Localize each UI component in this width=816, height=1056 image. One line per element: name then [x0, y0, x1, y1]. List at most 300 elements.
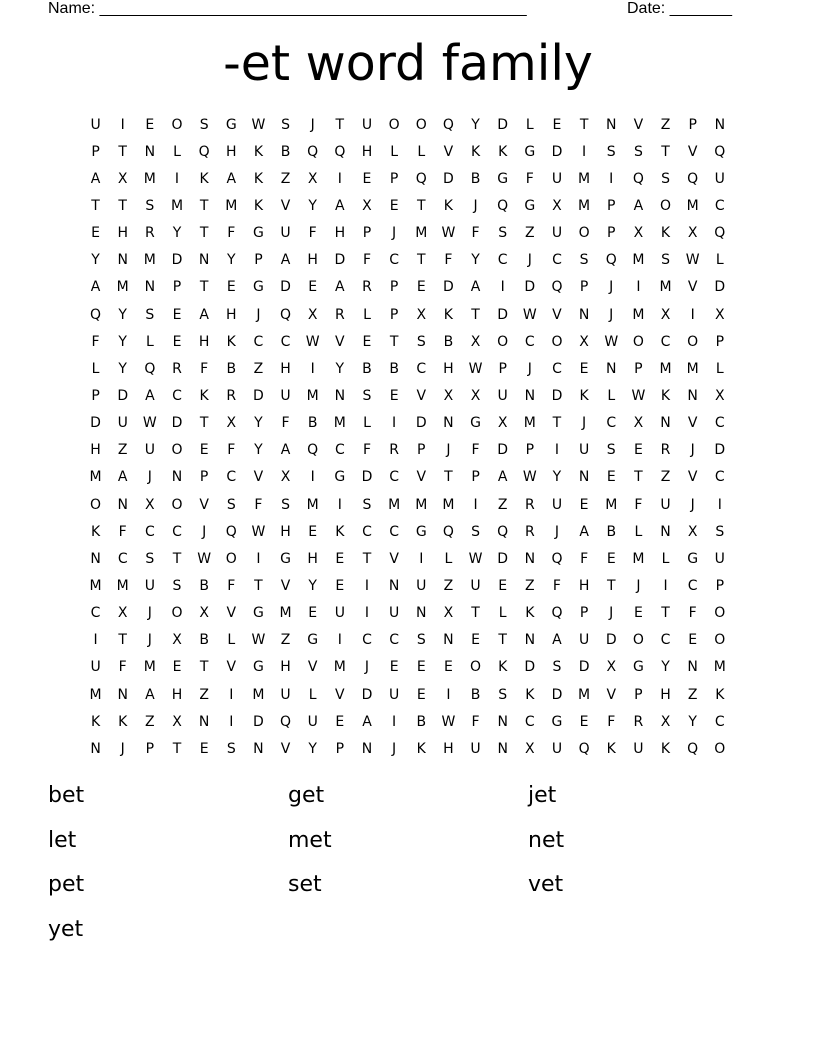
- grid-letter[interactable]: F: [254, 496, 263, 513]
- grid-letter[interactable]: C: [714, 197, 725, 214]
- grid-letter[interactable]: D: [497, 116, 509, 133]
- grid-letter[interactable]: A: [90, 170, 101, 187]
- grid-letter[interactable]: Q: [280, 306, 292, 323]
- grid-letter[interactable]: Z: [199, 686, 209, 703]
- grid-letter[interactable]: E: [443, 659, 453, 676]
- grid-letter[interactable]: M: [143, 659, 156, 676]
- grid-letter[interactable]: J: [392, 225, 397, 242]
- grid-letter[interactable]: S: [579, 252, 589, 269]
- grid-letter[interactable]: I: [500, 279, 505, 296]
- grid-letter[interactable]: S: [606, 143, 616, 160]
- grid-letter[interactable]: Z: [280, 632, 291, 649]
- grid-letter[interactable]: Q: [497, 523, 509, 540]
- grid-letter[interactable]: R: [524, 496, 535, 513]
- grid-letter[interactable]: M: [713, 659, 726, 676]
- grid-letter[interactable]: X: [687, 225, 698, 242]
- grid-letter[interactable]: J: [582, 415, 587, 432]
- grid-letter[interactable]: D: [714, 279, 726, 296]
- grid-letter[interactable]: I: [419, 550, 424, 567]
- grid-letter[interactable]: U: [90, 116, 101, 133]
- grid-letter[interactable]: C: [714, 469, 725, 486]
- grid-letter[interactable]: Z: [687, 686, 698, 703]
- grid-letter[interactable]: Y: [688, 713, 697, 730]
- grid-letter[interactable]: M: [89, 686, 102, 703]
- grid-letter[interactable]: Q: [225, 523, 237, 540]
- grid-letter[interactable]: T: [661, 605, 670, 622]
- grid-letter[interactable]: J: [446, 442, 451, 459]
- grid-letter[interactable]: D: [524, 659, 536, 676]
- grid-letter[interactable]: E: [172, 306, 182, 323]
- grid-letter[interactable]: Q: [144, 360, 156, 377]
- grid-letter[interactable]: O: [497, 333, 509, 350]
- grid-letter[interactable]: J: [690, 442, 695, 459]
- grid-letter[interactable]: U: [633, 740, 644, 757]
- grid-letter[interactable]: T: [471, 605, 480, 622]
- grid-letter[interactable]: D: [90, 415, 101, 432]
- grid-letter[interactable]: M: [632, 306, 645, 323]
- grid-letter[interactable]: Q: [442, 116, 454, 133]
- grid-letter[interactable]: A: [335, 279, 345, 296]
- grid-letter[interactable]: M: [333, 415, 346, 432]
- grid-letter[interactable]: Z: [660, 116, 671, 133]
- grid-letter[interactable]: T: [172, 740, 182, 757]
- grid-letter[interactable]: H: [171, 686, 183, 703]
- grid-letter[interactable]: Q: [687, 170, 699, 187]
- grid-letter[interactable]: F: [607, 713, 616, 730]
- grid-letter[interactable]: B: [362, 360, 372, 377]
- grid-letter[interactable]: S: [471, 523, 480, 540]
- grid-letter[interactable]: S: [416, 632, 426, 649]
- grid-letter[interactable]: A: [497, 469, 508, 486]
- grid-letter[interactable]: T: [254, 577, 263, 594]
- grid-letter[interactable]: I: [717, 496, 722, 513]
- grid-letter[interactable]: E: [335, 550, 345, 567]
- grid-letter[interactable]: N: [687, 659, 698, 676]
- grid-letter[interactable]: V: [443, 143, 454, 160]
- grid-letter[interactable]: O: [660, 197, 672, 214]
- grid-letter[interactable]: F: [471, 713, 480, 730]
- grid-letter[interactable]: Y: [226, 252, 236, 269]
- grid-letter[interactable]: I: [337, 632, 342, 649]
- grid-letter[interactable]: X: [362, 197, 372, 214]
- grid-letter[interactable]: D: [334, 252, 346, 269]
- grid-letter[interactable]: H: [198, 333, 210, 350]
- grid-letter[interactable]: Y: [471, 116, 480, 133]
- grid-letter[interactable]: K: [443, 197, 453, 214]
- grid-letter[interactable]: N: [660, 523, 671, 540]
- grid-letter[interactable]: E: [498, 577, 508, 594]
- grid-letter[interactable]: S: [145, 306, 155, 323]
- grid-letter[interactable]: B: [443, 333, 454, 350]
- grid-letter[interactable]: D: [551, 143, 563, 160]
- grid-letter[interactable]: D: [443, 170, 454, 187]
- grid-letter[interactable]: F: [580, 550, 589, 567]
- grid-letter[interactable]: D: [497, 550, 509, 567]
- grid-letter[interactable]: Q: [632, 170, 644, 187]
- grid-letter[interactable]: R: [389, 442, 399, 459]
- grid-letter[interactable]: T: [552, 415, 562, 432]
- grid-letter[interactable]: P: [91, 387, 100, 404]
- grid-letter[interactable]: M: [225, 197, 238, 214]
- grid-letter[interactable]: V: [280, 197, 291, 214]
- grid-letter[interactable]: R: [226, 387, 237, 404]
- grid-letter[interactable]: T: [444, 469, 453, 486]
- grid-letter[interactable]: K: [90, 523, 101, 540]
- grid-letter[interactable]: N: [524, 550, 536, 567]
- grid-letter[interactable]: E: [362, 333, 372, 350]
- grid-letter[interactable]: B: [606, 523, 617, 540]
- grid-letter[interactable]: A: [90, 279, 101, 296]
- grid-letter[interactable]: L: [145, 333, 154, 350]
- grid-letter[interactable]: Q: [280, 713, 292, 730]
- grid-letter[interactable]: T: [634, 469, 643, 486]
- grid-letter[interactable]: E: [172, 333, 182, 350]
- grid-letter[interactable]: W: [251, 632, 266, 649]
- grid-letter[interactable]: S: [362, 496, 372, 513]
- grid-letter[interactable]: Y: [118, 333, 127, 350]
- grid-letter[interactable]: Y: [118, 360, 127, 377]
- grid-letter[interactable]: V: [687, 143, 698, 160]
- grid-letter[interactable]: D: [497, 306, 509, 323]
- grid-letter[interactable]: K: [525, 605, 535, 622]
- grid-letter[interactable]: W: [604, 333, 619, 350]
- grid-letter[interactable]: L: [363, 306, 371, 323]
- grid-letter[interactable]: A: [470, 279, 481, 296]
- grid-letter[interactable]: Y: [552, 469, 562, 486]
- grid-letter[interactable]: K: [253, 197, 263, 214]
- grid-letter[interactable]: N: [497, 740, 508, 757]
- grid-letter[interactable]: M: [632, 550, 645, 567]
- grid-letter[interactable]: T: [606, 577, 616, 594]
- grid-letter[interactable]: D: [171, 252, 183, 269]
- grid-letter[interactable]: U: [334, 605, 345, 622]
- grid-letter[interactable]: R: [362, 279, 372, 296]
- grid-letter[interactable]: U: [551, 496, 563, 513]
- grid-letter[interactable]: S: [145, 197, 155, 214]
- grid-letter[interactable]: P: [335, 740, 345, 757]
- grid-letter[interactable]: J: [527, 252, 532, 269]
- grid-letter[interactable]: S: [715, 523, 725, 540]
- grid-letter[interactable]: L: [227, 632, 236, 649]
- grid-letter[interactable]: T: [199, 225, 209, 242]
- grid-letter[interactable]: F: [471, 442, 480, 459]
- grid-letter[interactable]: O: [714, 605, 726, 622]
- grid-letter[interactable]: A: [199, 306, 209, 323]
- grid-letter[interactable]: I: [473, 496, 478, 513]
- grid-letter[interactable]: Y: [172, 225, 182, 242]
- grid-letter[interactable]: V: [416, 387, 427, 404]
- grid-letter[interactable]: U: [307, 713, 318, 730]
- grid-letter[interactable]: H: [334, 225, 346, 242]
- grid-letter[interactable]: K: [606, 740, 616, 757]
- grid-letter[interactable]: O: [171, 605, 183, 622]
- grid-letter[interactable]: J: [609, 605, 614, 622]
- grid-letter[interactable]: N: [714, 116, 726, 133]
- grid-letter[interactable]: P: [389, 306, 399, 323]
- grid-letter[interactable]: D: [171, 415, 183, 432]
- grid-letter[interactable]: P: [634, 360, 643, 377]
- grid-letter[interactable]: I: [256, 550, 261, 567]
- grid-letter[interactable]: K: [199, 387, 209, 404]
- grid-letter[interactable]: N: [443, 632, 454, 649]
- grid-letter[interactable]: M: [605, 496, 618, 513]
- grid-letter[interactable]: J: [554, 523, 560, 540]
- grid-letter[interactable]: M: [116, 577, 129, 594]
- grid-letter[interactable]: N: [524, 632, 536, 649]
- grid-letter[interactable]: Y: [254, 442, 263, 459]
- grid-letter[interactable]: J: [473, 197, 478, 214]
- grid-letter[interactable]: X: [172, 713, 182, 730]
- grid-letter[interactable]: K: [498, 143, 508, 160]
- grid-letter[interactable]: E: [389, 197, 399, 214]
- grid-letter[interactable]: N: [90, 740, 101, 757]
- grid-letter[interactable]: E: [226, 279, 236, 296]
- grid-letter[interactable]: P: [172, 279, 182, 296]
- grid-letter[interactable]: N: [361, 740, 373, 757]
- grid-letter[interactable]: E: [579, 360, 589, 377]
- grid-letter[interactable]: G: [334, 469, 346, 486]
- grid-letter[interactable]: G: [551, 713, 563, 730]
- grid-letter[interactable]: X: [715, 306, 725, 323]
- grid-letter[interactable]: Z: [117, 442, 128, 459]
- grid-letter[interactable]: N: [198, 713, 210, 730]
- grid-letter[interactable]: E: [416, 686, 426, 703]
- grid-letter[interactable]: B: [199, 632, 209, 649]
- grid-letter[interactable]: O: [171, 442, 183, 459]
- grid-letter[interactable]: T: [118, 197, 127, 214]
- grid-letter[interactable]: U: [361, 116, 373, 133]
- grid-letter[interactable]: Y: [335, 360, 345, 377]
- grid-letter[interactable]: Y: [308, 577, 317, 594]
- grid-letter[interactable]: G: [470, 415, 481, 432]
- grid-letter[interactable]: L: [661, 550, 670, 567]
- grid-letter[interactable]: O: [470, 659, 482, 676]
- grid-letter[interactable]: K: [470, 143, 481, 160]
- grid-letter[interactable]: F: [118, 523, 127, 540]
- grid-letter[interactable]: U: [388, 605, 400, 622]
- grid-letter[interactable]: Q: [578, 740, 590, 757]
- grid-letter[interactable]: L: [715, 252, 724, 269]
- grid-letter[interactable]: L: [91, 360, 100, 377]
- grid-letter[interactable]: C: [280, 333, 291, 350]
- grid-letter[interactable]: C: [606, 415, 617, 432]
- grid-letter[interactable]: M: [170, 197, 184, 214]
- grid-letter[interactable]: P: [607, 225, 616, 242]
- grid-letter[interactable]: X: [633, 225, 644, 242]
- grid-letter[interactable]: O: [225, 550, 237, 567]
- grid-letter[interactable]: X: [470, 333, 481, 350]
- grid-letter[interactable]: G: [687, 550, 699, 567]
- grid-letter[interactable]: X: [660, 306, 671, 323]
- grid-letter[interactable]: B: [226, 360, 237, 377]
- grid-letter[interactable]: I: [364, 605, 370, 622]
- grid-letter[interactable]: X: [606, 659, 617, 676]
- grid-letter[interactable]: H: [361, 143, 373, 160]
- grid-letter[interactable]: F: [227, 225, 236, 242]
- grid-letter[interactable]: X: [687, 523, 698, 540]
- grid-letter[interactable]: E: [416, 659, 426, 676]
- grid-letter[interactable]: U: [470, 577, 481, 594]
- grid-letter[interactable]: H: [117, 225, 128, 242]
- grid-letter[interactable]: O: [632, 632, 644, 649]
- grid-letter[interactable]: N: [144, 143, 156, 160]
- grid-letter[interactable]: E: [145, 116, 155, 133]
- grid-letter[interactable]: N: [606, 116, 617, 133]
- grid-letter[interactable]: M: [578, 170, 591, 187]
- grid-letter[interactable]: S: [145, 550, 155, 567]
- grid-letter[interactable]: F: [118, 659, 127, 676]
- grid-letter[interactable]: A: [280, 252, 291, 269]
- grid-letter[interactable]: M: [578, 197, 591, 214]
- grid-letter[interactable]: T: [579, 116, 589, 133]
- grid-letter[interactable]: S: [226, 740, 236, 757]
- grid-letter[interactable]: J: [392, 740, 397, 757]
- grid-letter[interactable]: E: [335, 577, 345, 594]
- grid-letter[interactable]: Q: [687, 740, 699, 757]
- grid-letter[interactable]: W: [468, 550, 483, 567]
- grid-letter[interactable]: J: [310, 116, 315, 133]
- grid-letter[interactable]: W: [685, 252, 700, 269]
- grid-letter[interactable]: V: [552, 306, 562, 323]
- grid-letter[interactable]: S: [661, 252, 670, 269]
- grid-letter[interactable]: L: [390, 143, 399, 160]
- grid-letter[interactable]: I: [174, 170, 180, 187]
- grid-letter[interactable]: W: [468, 360, 483, 377]
- grid-letter[interactable]: I: [636, 279, 641, 296]
- grid-letter[interactable]: W: [441, 713, 456, 730]
- grid-letter[interactable]: V: [606, 686, 617, 703]
- grid-letter[interactable]: I: [392, 713, 397, 730]
- grid-letter[interactable]: P: [579, 605, 589, 622]
- grid-letter[interactable]: T: [199, 415, 209, 432]
- grid-letter[interactable]: C: [389, 632, 399, 649]
- grid-letter[interactable]: H: [90, 442, 101, 459]
- grid-letter[interactable]: Q: [90, 306, 102, 323]
- grid-letter[interactable]: O: [171, 116, 183, 133]
- grid-letter[interactable]: K: [660, 740, 671, 757]
- grid-letter[interactable]: X: [525, 740, 535, 757]
- grid-letter[interactable]: C: [362, 632, 372, 649]
- grid-letter[interactable]: M: [659, 279, 672, 296]
- grid-letter[interactable]: P: [715, 333, 725, 350]
- grid-letter[interactable]: N: [144, 279, 156, 296]
- grid-letter[interactable]: N: [388, 577, 400, 594]
- grid-letter[interactable]: F: [91, 333, 100, 350]
- grid-letter[interactable]: P: [145, 740, 155, 757]
- grid-letter[interactable]: V: [280, 577, 291, 594]
- grid-letter[interactable]: Y: [91, 252, 100, 269]
- grid-letter[interactable]: C: [497, 252, 508, 269]
- grid-letter[interactable]: F: [688, 605, 697, 622]
- grid-letter[interactable]: E: [362, 170, 372, 187]
- grid-letter[interactable]: I: [310, 360, 315, 377]
- grid-letter[interactable]: L: [308, 686, 317, 703]
- grid-letter[interactable]: D: [253, 387, 264, 404]
- grid-letter[interactable]: C: [552, 252, 562, 269]
- grid-letter[interactable]: X: [633, 415, 644, 432]
- grid-letter[interactable]: X: [117, 605, 128, 622]
- grid-letter[interactable]: U: [280, 387, 291, 404]
- grid-letter[interactable]: D: [524, 279, 536, 296]
- grid-letter[interactable]: T: [199, 659, 209, 676]
- grid-letter[interactable]: T: [199, 279, 209, 296]
- grid-letter[interactable]: D: [605, 632, 617, 649]
- grid-letter[interactable]: P: [579, 279, 589, 296]
- grid-letter[interactable]: P: [634, 686, 643, 703]
- grid-letter[interactable]: R: [633, 713, 644, 730]
- grid-letter[interactable]: T: [498, 632, 507, 649]
- grid-letter[interactable]: K: [335, 523, 345, 540]
- grid-letter[interactable]: Q: [442, 523, 454, 540]
- grid-letter[interactable]: N: [90, 550, 101, 567]
- grid-letter[interactable]: C: [416, 360, 427, 377]
- grid-letter[interactable]: X: [660, 713, 671, 730]
- grid-letter[interactable]: V: [335, 333, 345, 350]
- grid-letter[interactable]: J: [256, 306, 261, 323]
- grid-letter[interactable]: X: [470, 387, 481, 404]
- grid-letter[interactable]: W: [441, 225, 456, 242]
- grid-letter[interactable]: M: [116, 279, 129, 296]
- grid-letter[interactable]: M: [89, 469, 102, 486]
- grid-letter[interactable]: O: [632, 333, 644, 350]
- grid-letter[interactable]: M: [442, 496, 455, 513]
- grid-letter[interactable]: U: [470, 740, 481, 757]
- grid-letter[interactable]: B: [280, 143, 291, 160]
- grid-letter[interactable]: R: [144, 225, 155, 242]
- grid-letter[interactable]: I: [554, 442, 560, 459]
- grid-letter[interactable]: U: [714, 550, 725, 567]
- grid-letter[interactable]: O: [415, 116, 427, 133]
- grid-letter[interactable]: E: [633, 442, 643, 459]
- grid-letter[interactable]: U: [551, 170, 563, 187]
- grid-letter[interactable]: M: [143, 170, 156, 187]
- grid-letter[interactable]: X: [443, 387, 454, 404]
- grid-letter[interactable]: C: [362, 523, 372, 540]
- grid-letter[interactable]: X: [172, 632, 182, 649]
- grid-letter[interactable]: H: [443, 740, 454, 757]
- grid-letter[interactable]: X: [443, 605, 454, 622]
- grid-letter[interactable]: N: [171, 469, 183, 486]
- grid-letter[interactable]: R: [172, 360, 182, 377]
- grid-letter[interactable]: F: [362, 252, 371, 269]
- grid-letter[interactable]: E: [308, 523, 318, 540]
- grid-letter[interactable]: C: [253, 333, 264, 350]
- grid-letter[interactable]: S: [498, 225, 508, 242]
- grid-letter[interactable]: D: [253, 713, 264, 730]
- grid-letter[interactable]: P: [389, 279, 399, 296]
- grid-letter[interactable]: K: [498, 659, 508, 676]
- grid-letter[interactable]: N: [117, 686, 128, 703]
- grid-letter[interactable]: J: [636, 577, 641, 594]
- grid-letter[interactable]: T: [199, 197, 209, 214]
- grid-letter[interactable]: S: [606, 442, 616, 459]
- grid-letter[interactable]: V: [253, 469, 264, 486]
- grid-letter[interactable]: I: [229, 686, 234, 703]
- grid-letter[interactable]: F: [227, 577, 236, 594]
- grid-letter[interactable]: F: [525, 170, 534, 187]
- grid-letter[interactable]: Z: [525, 225, 535, 242]
- grid-letter[interactable]: S: [172, 577, 182, 594]
- grid-letter[interactable]: G: [632, 659, 644, 676]
- grid-letter[interactable]: C: [172, 523, 182, 540]
- grid-letter[interactable]: Q: [334, 143, 346, 160]
- grid-letter[interactable]: M: [415, 496, 428, 513]
- grid-letter[interactable]: X: [199, 605, 209, 622]
- grid-letter[interactable]: I: [364, 577, 370, 594]
- grid-letter[interactable]: Q: [551, 605, 563, 622]
- grid-letter[interactable]: R: [660, 442, 671, 459]
- grid-letter[interactable]: E: [471, 632, 480, 649]
